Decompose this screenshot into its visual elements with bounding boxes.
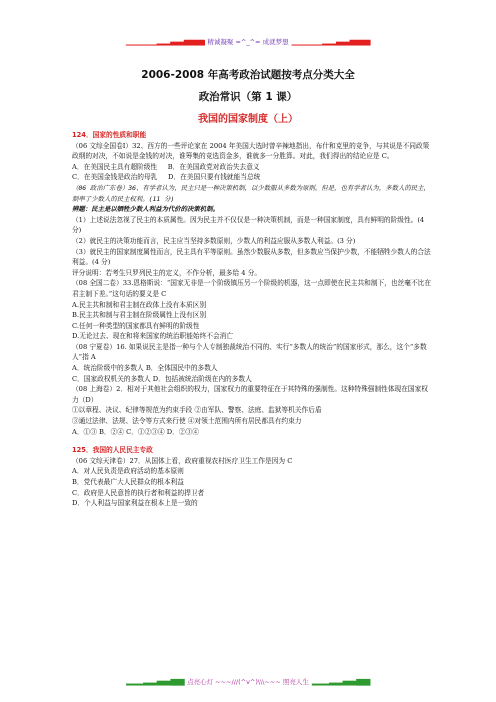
banner-text: 精诚凝聚 =^_^= 成就梦想 [207,38,289,46]
banner-right-bar: ▂▂▂▂▂▃▃▃▃▅▅▅▅▇▇▇▇ [311,678,370,686]
statement-line: ③通过法律、法规、法令等方式来行使 ④对领土范围内所有居民都具有约束力 [72,417,302,426]
topic-heading-124: 124．国家的性质和职能 [72,131,147,139]
option-a: A．对人民负责是政府活动的基本原则 [72,467,184,476]
answer-point: （3）就民主的国家制度属性而言，民主具有平等原则。虽然少数服从多数，但多数应当保护少数，不能牺牲少数人的合法利益。(4 分) [72,247,431,267]
bottom-banner [0,676,496,688]
option-b: B．在美国政党对政治失去意义 [167,162,260,171]
statement-line: ①以章程、决议、纪律等规范为约束手段 ②由军队、警察、法庭、监狱等机关作后盾 [72,406,322,415]
option-b: B.民主共和制与君主制在阶级属性上没有区别 [72,311,207,320]
question-stem: （08 全国二卷）33.恩格斯说：“国家无非是一个阶级镇压另一个阶级的机器，这一点即使在民主共和制下，也丝毫不比在君主制下差。”这句话的要义是 C [72,279,432,298]
section-title: 我国的国家制度（上） [198,114,298,125]
question-stem: （08 上海卷）2．相对于其他社会组织的权力，国家权力的重要特征在于其特殊的强制性。这种特殊强制性体现在国家权力（D） [72,385,428,404]
banner-right-bar: ▁▁▁▁▁▁▁▁▁▂▂▂▂▄▄▄▄▆▆▆▆▆▆ [291,38,371,46]
option-line: A．统治阶级中的多数人 B．全体国民中的多数人 [72,364,218,373]
scoring-note: 评分说明：若考生只罗列民主的定义，不作分析，最多给 4 分。 [72,268,262,277]
option-a: A．在美国民主具有超阶级性 [72,162,158,171]
option-d: D．个人利益与国家利益在根本上是一致的 [72,499,198,508]
banner-text: 点亮心灯 ~~~///(^v^)\\\~~~ 照亮人生 [187,678,309,686]
option-line [72,162,432,173]
page-subtitle: 政治常识（第 1 课） [198,91,298,103]
option-line: C．国家政权机关的多数人 D．包括被统治阶级在内的多数人 [72,374,252,383]
option-c: C．在美国金钱是政治的母乳 [72,173,158,182]
page-title: 2006-2008 年高考政治试题按考点分类大全 [141,69,355,81]
answer-point: （2）就民主的决策功能而言，民主应当坚持多数原则，少数人的利益应服从多数人利益。(3 分) [72,236,356,245]
option-a: A.民主共和制和君主制在政体上没有本质区别 [72,300,207,309]
banner-left-bar: ▁▁▁▁▁▁▁▁▁▂▂▂▂▄▄▄▄▆▆▆▆▆▆ [125,38,205,46]
option-line: A．①③ B．②④ C．①②③④ D．②③④ [72,427,199,436]
question-stem: （06 文综天津卷）27．从国体上看，政府重视农村医疗卫生工作是因为 C [72,456,293,465]
option-c: C.任何一种类型的国家都具有鲜明的阶级性 [72,321,200,330]
option-b: B．党代表最广大人民群众的根本利益 [72,478,184,486]
banner-left-bar: ▂▂▂▂▂▃▃▃▃▅▅▅▅▇▇▇▇ [126,678,185,686]
option-line [72,172,432,183]
answer-point: （1）上述说法忽视了民主的本质属性。因为民主并不仅仅是一种决策机制，而是一种国家制度，具有鲜明的阶级性。(4 分) [72,215,425,235]
top-banner [0,36,496,48]
option-c: C．政府是人民意旨的执行者和利益的捍卫者 [72,488,205,497]
question-stem: （08 宁夏卷）16. 如果说民主是指一种与个人专制独裁统治不同的、实行“多数人的统治”的国家形式，那么，这个“多数人”指 A [72,342,427,362]
topic-heading-125: 125．我国的人民民主专政 [72,446,153,455]
question-stem: （06 政治广东卷）36、有学者认为，民主只是一种决策机制，以少数服从多数为原则。但是，也有学者认为，多数人的民主，制率了少数人的民主权利。(11 分) [72,183,430,203]
document-body [72,130,432,509]
option-d: D．在美国只要有钱就能当总统 [168,173,261,182]
option-d: D.无论过去、现在和将来国家的统治职能始终不会消亡 [72,332,234,341]
question-stem: （06 文综全国卷Ⅰ）32、西方的一些评论家在 2004 年美国大选时曾辛辣地指出，布什和克里的竞争，与其说是不同政策政纲的对决，不如说是金钱的对决，谁筹集的竞选资金多，谁就多一分胜算。对此，我们得出的结论应是 C。 [72,141,430,161]
question-analysis: 辨题：民主是以牺牲少数人利益为代价的决策机制。 [72,205,219,214]
